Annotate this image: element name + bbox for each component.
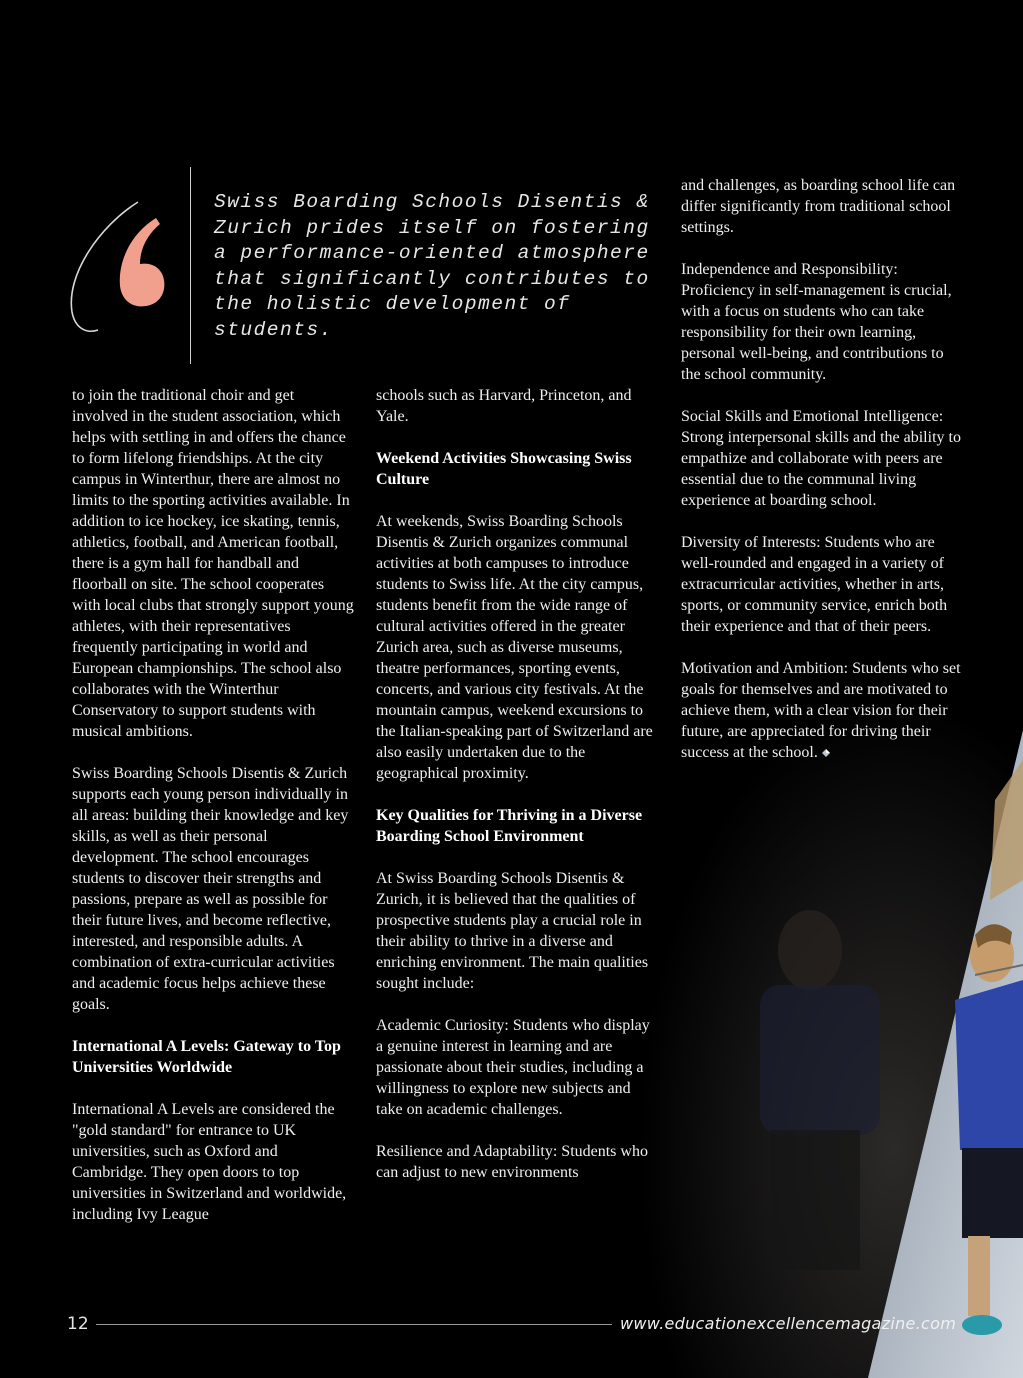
pull-quote: Swiss Boarding Schools Disentis & Zurich prides itself on fostering a performance-oriented atmosphere that significantly contributes to the holistic development of students. (214, 191, 650, 341)
paragraph: At weekends, Swiss Boarding Schools Disentis & Zurich organizes communal activities at both campuses to introduce students to Swiss life. At the city campus, students benefit from the wide range of cultural activities offered in the greater Zurich area, such as diverse museums, theatre performances, sporting events, concerts, and various city festivals. At the mountain campus, weekend excursions to the Italian-speaking part of Switzerland are also easily undertaken due to the geographical proximity. (376, 513, 653, 782)
page-number: 12 (67, 1314, 89, 1334)
quotation-mark-icon (60, 190, 180, 350)
quote-divider (190, 167, 191, 364)
section-heading: International A Levels: Gateway to Top Universities Worldwide (72, 1038, 341, 1076)
text-column-3 (681, 175, 963, 763)
end-of-article-icon (821, 748, 831, 758)
paragraph: to join the traditional choir and get involved in the student association, which helps with settling in and offers the chance to form lifelong friendships. At the city campus in Winterthur, there are almost no limits to the sporting activities available. In addition to ice hockey, ice skating, tennis, athletics, football, and American football, there is a gym hall for handball and floorball on site. The school cooperates with local clubs that strongly support young athletes, with their representatives frequently participating in world and European championships. The school also collaborates with the Winterthur Conservatory to support students with musical ambitions. (72, 387, 354, 740)
paragraph: Academic Curiosity: Students who display a genuine interest in learning and are passionate about their studies, including a willingness to explore new subjects and take on academic challenges. (376, 1017, 650, 1118)
paragraph: Independence and Responsibility: Proficiency in self-management is crucial, with a focus on students who can take responsibility for their own learning, personal well-being, and contributions to the school community. (681, 261, 952, 383)
paragraph: At Swiss Boarding Schools Disentis & Zurich, it is believed that the qualities of prospective students play a crucial role in their ability to thrive in a diverse and enriching environment. The main qualities sought include: (376, 870, 649, 992)
paragraph-last (681, 658, 963, 763)
paragraph: and challenges, as boarding school life can differ significantly from traditional school settings. (681, 177, 956, 236)
paragraph: Social Skills and Emotional Intelligence: Strong interpersonal skills and the ability to empathize and collaborate with peers are essential due to the communal living experience at boarding school. (681, 408, 961, 509)
text-column-2 (376, 385, 658, 1183)
paragraph: schools such as Harvard, Princeton, and Yale. (376, 387, 632, 425)
footer-website-url: www.educationexcellencemagazine.com (620, 1314, 957, 1333)
section-heading: Weekend Activities Showcasing Swiss Culture (376, 450, 632, 488)
paragraph: Swiss Boarding Schools Disentis & Zurich supports each young person individually in all areas: building their knowledge and key skills, as well as their personal development. The school encourages students to discover their strengths and passions, prepare as well as possible for their future lives, and become reflective, interested, and responsible adults. A combination of extra-curricular activities and academic focus helps achieve these goals. (72, 765, 349, 1013)
text-column-1 (72, 385, 354, 1225)
footer-divider (96, 1324, 612, 1325)
paragraph-text: Motivation and Ambition: Students who set goals for themselves and are motivated to achieve them, with a clear vision for their future, are appreciated for driving their success at the school. (681, 660, 961, 761)
paragraph: Resilience and Adaptability: Students who can adjust to new environments (376, 1143, 648, 1181)
paragraph: International A Levels are considered the "gold standard" for entrance to UK universities, such as Oxford and Cambridge. They open doors to top universities in Switzerland and worldwide, including Ivy League (72, 1101, 347, 1223)
section-heading: Key Qualities for Thriving in a Diverse Boarding School Environment (376, 807, 643, 845)
paragraph: Diversity of Interests: Students who are well-rounded and engaged in a variety of extracurricular activities, whether in arts, sports, or community service, enrich both their experience and that of their peers. (681, 534, 948, 635)
